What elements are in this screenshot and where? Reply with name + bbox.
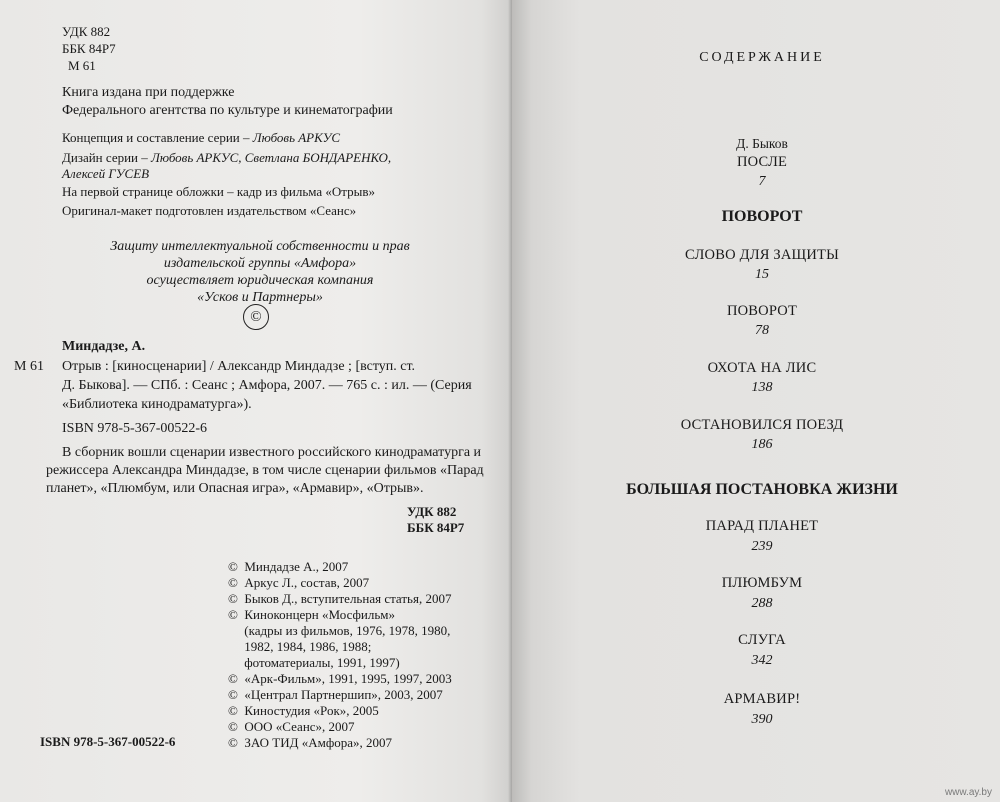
copyright-line: фотоматериалы, 1991, 1997) bbox=[228, 655, 400, 670]
toc-item-page: 138 bbox=[751, 380, 773, 395]
udk-bottom: УДК 882 bbox=[407, 504, 457, 519]
bib-line-1: Отрыв : [киносценарии] / Александр Миндадзе ; [вступ. ст. bbox=[62, 359, 416, 374]
copyright-line: © Миндадзе А., 2007 bbox=[228, 559, 349, 574]
annotation-line-1: В сборник вошли сценарии известного российского кинодраматурга и bbox=[62, 445, 482, 460]
toc-item-page: 390 bbox=[751, 712, 773, 727]
design-names-1: Любовь АРКУС, Светлана БОНДАРЕНКО, bbox=[151, 150, 392, 165]
copyright-line: © Киностудия «Рок», 2005 bbox=[228, 703, 379, 718]
toc-item-page: 186 bbox=[751, 437, 773, 452]
legal-line-3: осуществляет юридическая компания bbox=[146, 273, 374, 288]
bbk-code: ББК 84Р7 bbox=[62, 41, 116, 56]
bib-line-2: Д. Быкова]. — СПб. : Сеанс ; Амфора, 2007. — 765 с. : ил. — (Серия bbox=[62, 378, 472, 393]
toc-item-page: 239 bbox=[751, 539, 773, 554]
annotation-line-3: планет», «Плюмбум, или Опасная игра», «Армавир», «Отрыв». bbox=[46, 481, 424, 496]
copyright-line: © ООО «Сеанс», 2007 bbox=[228, 719, 355, 734]
layout-note: Оригинал-макет подготовлен издательством «Сеанс» bbox=[62, 203, 357, 218]
cover-note: На первой странице обложки – кадр из фильма «Отрыв» bbox=[62, 184, 376, 199]
copyright-line: (кадры из фильмов, 1976, 1978, 1980, bbox=[228, 623, 451, 638]
concept-name: Любовь АРКУС bbox=[252, 130, 341, 145]
toc-item-title: СЛОВО ДЛЯ ЗАЩИТЫ bbox=[685, 247, 839, 263]
toc-item-title: ПАРАД ПЛАНЕТ bbox=[705, 518, 819, 534]
section-title-bolshaya: БОЛЬШАЯ ПОСТАНОВКА ЖИЗНИ bbox=[626, 481, 898, 498]
toc-item-title: ОСТАНОВИЛСЯ ПОЕЗД bbox=[680, 417, 844, 433]
toc-item-page: 78 bbox=[755, 323, 769, 338]
legal-line-1: Защиту интеллектуальной собственности и прав bbox=[110, 239, 410, 254]
support-line-2: Федерального агентства по культуре и кинематографии bbox=[62, 103, 393, 118]
intro-page: 7 bbox=[758, 174, 766, 189]
right-page bbox=[512, 0, 1000, 802]
copyright-line: 1982, 1984, 1986, 1988; bbox=[228, 639, 372, 654]
toc-item-page: 342 bbox=[751, 653, 773, 668]
bib-heading: Миндадзе, А. bbox=[62, 339, 146, 354]
copyright-line: © «Арк-Фильм», 1991, 1995, 1997, 2003 bbox=[228, 671, 452, 686]
support-line-1: Книга издана при поддержке bbox=[62, 85, 235, 100]
watermark: www.ay.by bbox=[944, 787, 992, 798]
toc-item-title: ПОВОРОТ bbox=[726, 303, 798, 319]
copyright-line: © ЗАО ТИД «Амфора», 2007 bbox=[228, 735, 393, 750]
author-code: М 61 bbox=[68, 58, 96, 73]
design-names-2: Алексей ГУСЕВ bbox=[62, 166, 150, 181]
intro-title: ПОСЛЕ bbox=[736, 154, 788, 170]
isbn-bottom: ISBN 978-5-367-00522-6 bbox=[40, 734, 176, 749]
annotation-line-2: режиссера Александра Миндадзе, в том числе сценарии фильмов «Парад bbox=[46, 463, 484, 478]
udk-code: УДК 882 bbox=[62, 24, 111, 39]
toc-item-title: ОХОТА НА ЛИС bbox=[707, 360, 817, 376]
copyright-line: © Быков Д., вступительная статья, 2007 bbox=[228, 591, 452, 606]
intro-author: Д. Быков bbox=[736, 136, 788, 151]
concept-credit bbox=[62, 130, 340, 146]
bib-isbn: ISBN 978-5-367-00522-6 bbox=[62, 421, 208, 436]
toc-item-title: ПЛЮМБУМ bbox=[721, 575, 803, 591]
legal-line-4: «Усков и Партнеры» bbox=[197, 290, 323, 305]
legal-line-2: издательской группы «Амфора» bbox=[163, 256, 357, 271]
copyright-symbol-icon: © bbox=[243, 304, 269, 330]
copyright-line: © «Централ Партнершип», 2003, 2007 bbox=[228, 687, 443, 702]
toc-item-title: СЛУГА bbox=[738, 632, 786, 648]
copyright-line: © Аркус Л., состав, 2007 bbox=[228, 575, 370, 590]
design-credit bbox=[62, 150, 391, 166]
toc-item-page: 15 bbox=[755, 267, 769, 282]
bib-code: М 61 bbox=[14, 359, 44, 374]
section-title-povorot: ПОВОРОТ bbox=[721, 208, 803, 225]
contents-heading: СОДЕРЖАНИЕ bbox=[699, 50, 825, 65]
bib-line-3: «Библиотека кинодраматурга»). bbox=[62, 397, 252, 412]
bbk-bottom: ББК 84Р7 bbox=[407, 520, 465, 535]
copyright-line: © Киноконцерн «Мосфильм» bbox=[228, 607, 396, 622]
concept-label: Концепция и составление серии – bbox=[62, 130, 250, 145]
design-label: Дизайн серии – bbox=[62, 150, 148, 165]
toc-item-title: АРМАВИР! bbox=[723, 691, 801, 707]
toc-item-page: 288 bbox=[751, 596, 773, 611]
